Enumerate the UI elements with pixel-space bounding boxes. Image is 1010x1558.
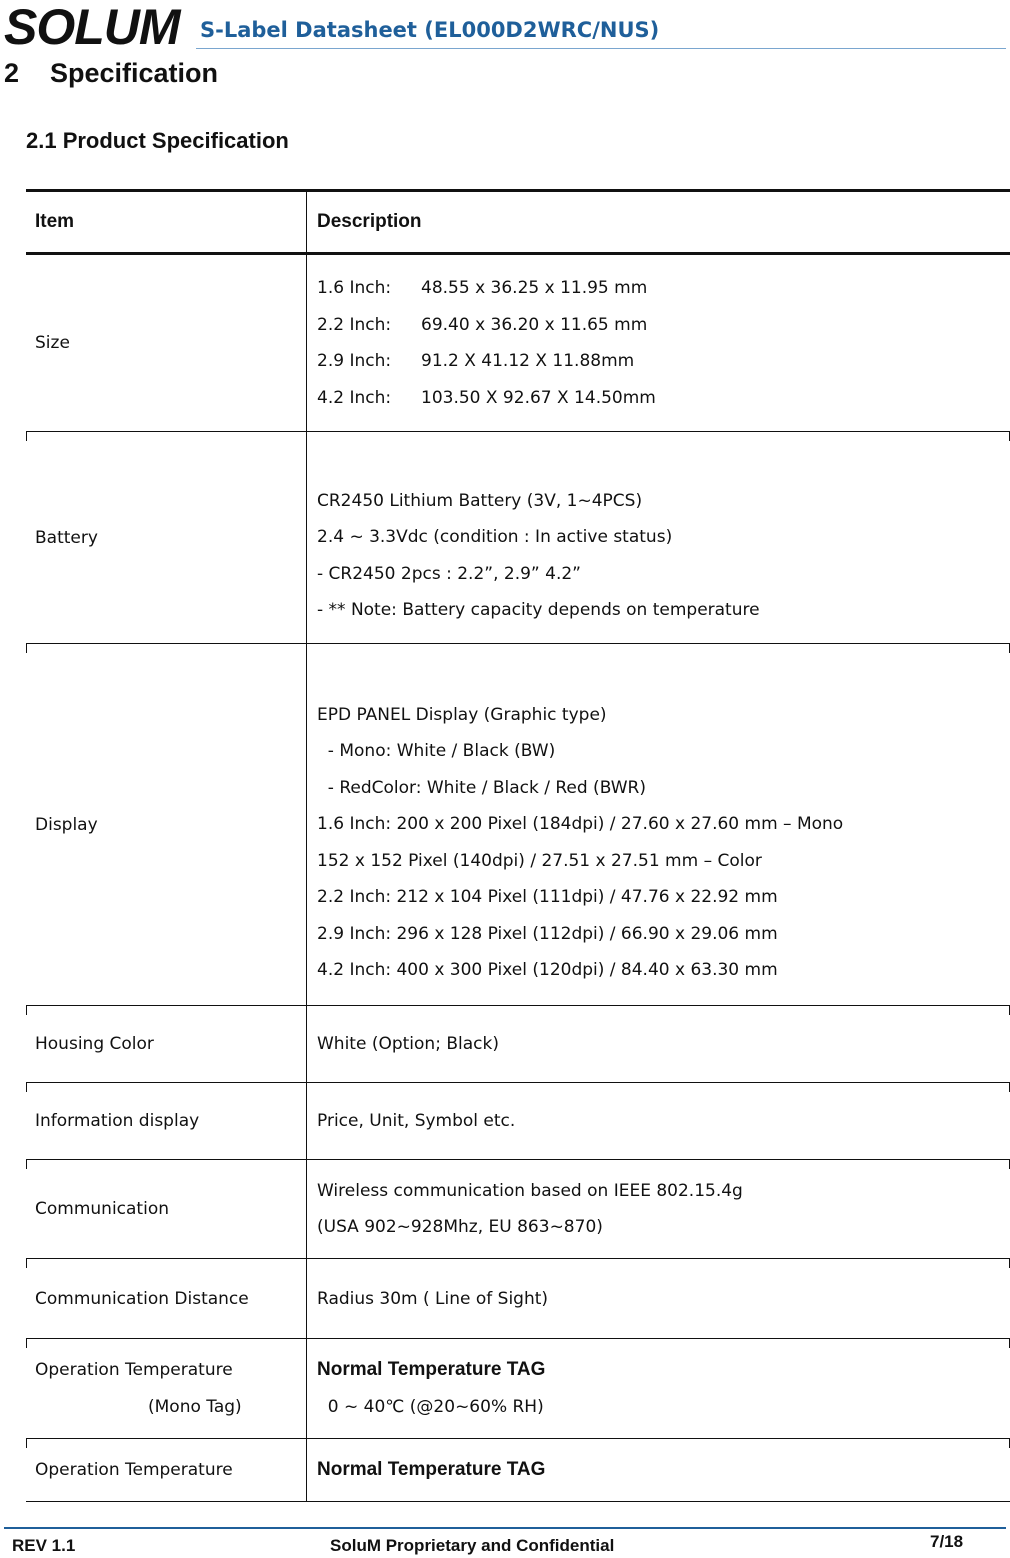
footer-revision: REV 1.1	[12, 1536, 76, 1555]
table-row-size	[26, 255, 1010, 431]
cell-distance-description	[306, 1259, 1010, 1338]
table-header-row	[26, 189, 1010, 255]
cell-tick	[26, 1439, 27, 1448]
subsection-heading: 2.1 Product Specification	[26, 128, 289, 153]
cell-size-description	[306, 255, 1010, 431]
cell-comm-description	[306, 1160, 1010, 1258]
cell-display-description	[306, 644, 1010, 1005]
battery-line: - ** Note: Battery capacity depends on temperature	[317, 600, 760, 620]
display-line: 4.2 Inch: 400 x 300 Pixel (120dpi) / 84.40 x 63.30 mm	[317, 960, 778, 980]
footer-confidential: SoluM Proprietary and Confidential	[330, 1536, 615, 1555]
cell-tick	[26, 1006, 27, 1015]
header-divider	[196, 48, 1006, 49]
display-line: - RedColor: White / Black / Red (BWR)	[317, 777, 647, 798]
battery-line: 2.4 ~ 3.3Vdc (condition : In active status)	[317, 527, 673, 547]
cell-op-temp-mono-item	[26, 1352, 306, 1425]
cell-info-item: Information display	[35, 1111, 200, 1131]
cell-tick	[26, 1339, 27, 1348]
table-row-info	[26, 1082, 1010, 1159]
table-row-distance	[26, 1258, 1010, 1338]
cell-battery-description	[306, 432, 1010, 643]
table-row-battery	[26, 431, 1010, 643]
header-description-label: Description	[317, 211, 422, 232]
display-line: EPD PANEL Display (Graphic type)	[317, 704, 607, 725]
cell-info-description	[306, 1083, 1010, 1159]
size-value: 91.2 X 41.12 X 11.88mm	[421, 351, 635, 371]
cell-comm-item: Communication	[35, 1199, 169, 1219]
footer-divider	[4, 1527, 1006, 1529]
cell-battery-item: Battery	[35, 527, 98, 548]
header-description	[306, 192, 1010, 252]
op-temp-mono-title: Normal Temperature TAG	[317, 1359, 546, 1380]
cell-display-item: Display	[35, 814, 98, 835]
table-row-housing	[26, 1005, 1010, 1082]
battery-line: CR2450 Lithium Battery (3V, 1~4PCS)	[317, 490, 643, 511]
distance-value: Radius 30m ( Line of Sight)	[317, 1288, 549, 1309]
op-temp-mono-label: Operation Temperature	[35, 1360, 233, 1380]
size-value: 103.50 X 92.67 X 14.50mm	[421, 387, 656, 408]
display-line: 1.6 Inch: 200 x 200 Pixel (184dpi) / 27.60 x 27.60 mm – Mono	[317, 814, 844, 834]
table-row-op-temp	[26, 1438, 1010, 1502]
display-line: 2.9 Inch: 296 x 128 Pixel (112dpi) / 66.90 x 29.06 mm	[317, 923, 778, 944]
table-row-op-temp-mono	[26, 1338, 1010, 1438]
cell-housing-description	[306, 1006, 1010, 1082]
section-title: Specification	[50, 58, 219, 88]
comm-line: (USA 902~928Mhz, EU 863~870)	[317, 1217, 603, 1237]
product-spec-table	[26, 189, 1010, 1502]
solum-logo	[4, 0, 180, 55]
cell-housing-item: Housing Color	[35, 1034, 154, 1054]
display-line: 152 x 152 Pixel (140dpi) / 27.51 x 27.51 mm – Color	[317, 850, 762, 871]
cell-tick	[26, 1160, 27, 1169]
size-line	[317, 380, 1010, 417]
document-title: S-Label Datasheet (EL000D2WRC/NUS)	[200, 18, 660, 42]
cell-size-item: Size	[35, 333, 70, 353]
logo-text: SOLUM	[4, 0, 180, 55]
comm-line: Wireless communication based on IEEE 802.15.4g	[317, 1180, 743, 1201]
op-temp-mono-value: 0 ~ 40℃ (@20~60% RH)	[317, 1396, 544, 1417]
size-line	[317, 343, 1010, 380]
size-value: 48.55 x 36.25 x 11.95 mm	[421, 278, 648, 298]
size-label: 4.2 Inch:	[317, 387, 392, 408]
header-item: Item	[35, 211, 75, 232]
cell-op-temp-item: Operation Temperature	[35, 1460, 233, 1480]
section-number: 2	[4, 58, 20, 88]
table-row-display	[26, 643, 1010, 1005]
size-value: 69.40 x 36.20 x 11.65 mm	[421, 314, 648, 335]
cell-tick	[26, 1083, 27, 1092]
size-label: 1.6 Inch:	[317, 278, 392, 298]
battery-line: - CR2450 2pcs : 2.2”, 2.9” 4.2”	[317, 563, 581, 584]
cell-op-temp-description	[306, 1439, 1010, 1501]
section-heading	[4, 58, 218, 89]
display-line: 2.2 Inch: 212 x 104 Pixel (111dpi) / 47.76 x 22.92 mm	[317, 887, 778, 907]
page-header	[0, 0, 1010, 55]
op-temp-title: Normal Temperature TAG	[317, 1458, 546, 1480]
op-temp-mono-sublabel: (Mono Tag)	[148, 1396, 242, 1417]
size-label: 2.2 Inch:	[317, 314, 392, 335]
info-value: Price, Unit, Symbol etc.	[317, 1111, 516, 1131]
cell-tick	[26, 432, 27, 441]
size-line	[317, 307, 1010, 344]
size-line	[317, 270, 1010, 307]
cell-tick	[26, 1259, 27, 1268]
housing-value: White (Option; Black)	[317, 1034, 499, 1054]
cell-op-temp-mono-description	[306, 1339, 1010, 1438]
display-line: - Mono: White / Black (BW)	[317, 741, 556, 761]
size-label: 2.9 Inch:	[317, 351, 392, 371]
footer-page-number: 7/18	[930, 1532, 964, 1551]
cell-tick	[26, 644, 27, 653]
cell-distance-item: Communication Distance	[35, 1288, 249, 1309]
table-row-communication	[26, 1159, 1010, 1258]
